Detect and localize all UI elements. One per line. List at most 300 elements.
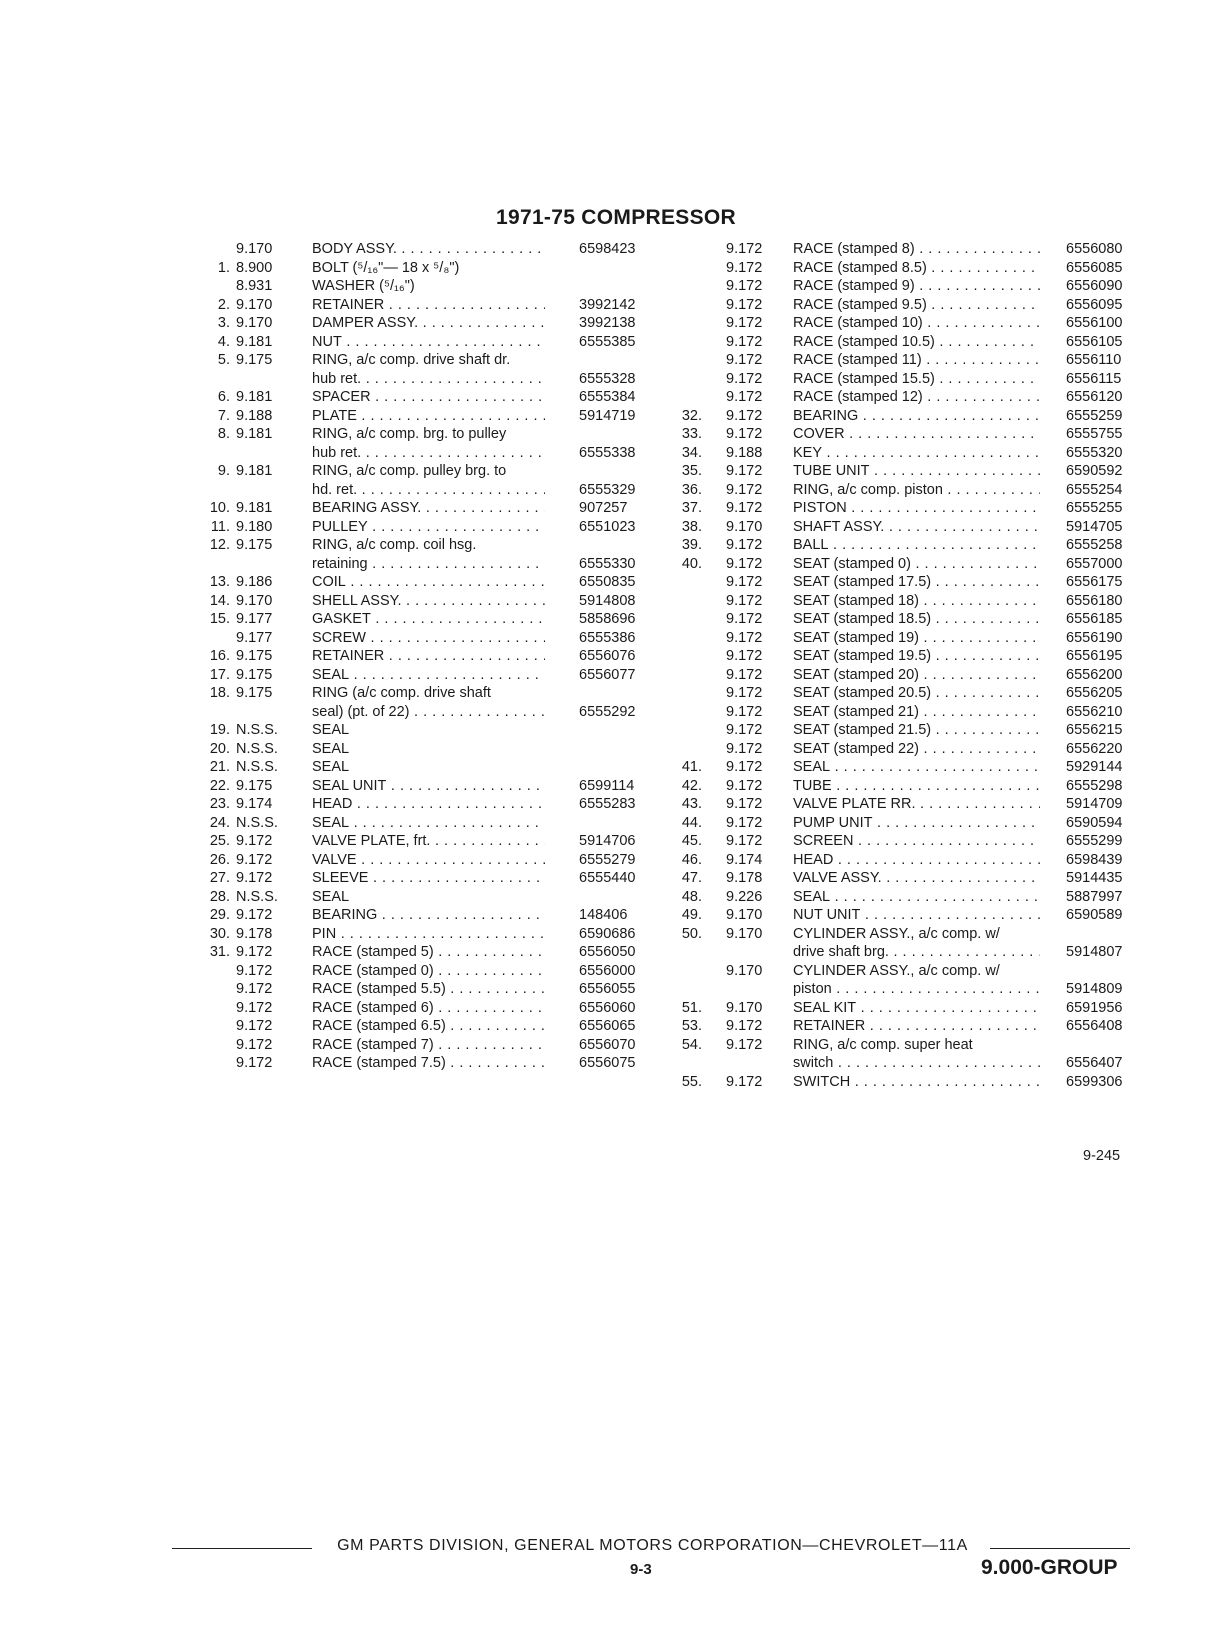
group-number: 9.172 [726,759,763,775]
part-description: CYLINDER ASSY., a/c comp. w/ [793,962,1000,979]
group-number: 9.181 [236,389,273,405]
item-number: 15. [209,611,230,627]
part-number: 6556055 [579,981,636,997]
group-number: 9.172 [726,463,763,479]
item-number: 21. [209,759,230,775]
item-number: 54. [681,1036,702,1053]
item-number: 30. [209,925,230,942]
group-number: 9.172 [236,870,273,886]
part-row [668,592,1143,611]
part-number: 5887997 [1066,888,1123,905]
part-description: GASKET . . . [312,610,545,629]
part-number: 6551023 [579,518,636,535]
part-row [668,832,1143,851]
item-number: 3. [217,315,230,331]
part-description: NUT . . . [312,333,545,352]
part-description: SHELL ASSY. . . . [312,592,545,611]
part-number: 6555386 [579,629,636,646]
part-number: 6591956 [1066,999,1123,1016]
group-number: 9.170 [726,518,763,535]
part-row [668,721,1143,740]
part-description: VALVE PLATE RR. . . . [793,795,1040,814]
parts-list-left-column [198,240,658,1073]
part-row [668,499,1143,518]
item-number: 11. [210,518,230,535]
part-number: 6556085 [1066,259,1123,276]
group-number: 9.170 [236,241,273,257]
group-number: 9.188 [726,444,763,461]
part-row [668,481,1143,500]
part-number: 6556110 [1066,352,1122,368]
part-description: HEAD . . . [793,851,1040,870]
footer-group-label: 9.000-GROUP [981,1556,1118,1579]
group-number: 9.175 [236,352,273,368]
part-row [668,462,1143,481]
part-number: 6556077 [579,666,636,683]
part-description: TUBE . . . [793,777,1040,796]
part-number: 6556185 [1066,611,1123,627]
part-description: RACE (stamped 15.5) . . . [793,370,1040,389]
item-number: 41. [681,759,702,775]
part-number: 6590686 [579,925,636,942]
part-row [668,962,1143,981]
part-number: 6555330 [579,555,636,572]
part-description: SEAT (stamped 19) . . . [793,629,1040,648]
group-number: 9.174 [726,851,763,868]
group-number: 9.175 [236,666,273,683]
part-description: SEAL [312,740,350,757]
part-number: 6556076 [579,648,636,664]
group-number: 9.170 [236,315,273,331]
part-description: PULLEY . . . [312,518,545,537]
group-number: 9.172 [236,1018,273,1034]
group-number: 9.172 [726,370,763,387]
part-number: 6556075 [579,1055,636,1071]
part-number: 5858696 [579,611,636,627]
part-number: 5914808 [579,592,636,609]
part-row [668,795,1143,814]
part-number: 6556180 [1066,592,1123,609]
part-description: SEAL . . . [312,814,545,833]
group-number: 9.172 [726,555,763,572]
part-description: CYLINDER ASSY., a/c comp. w/ [793,925,1000,942]
part-description: RACE (stamped 10.5) . . . [793,333,1040,352]
group-number: 9.172 [726,389,763,405]
group-number: 9.180 [236,518,273,535]
item-number: 20. [209,740,230,757]
part-number: 6556090 [1066,278,1123,294]
item-number: 6. [217,389,230,405]
group-number: 9.172 [726,703,763,720]
part-row [198,703,658,722]
part-number: 6555255 [1066,500,1123,516]
part-number: 6556100 [1066,315,1123,331]
group-number: N.S.S. [236,759,278,775]
part-description: hd. ret. . . . [312,481,545,500]
part-number: 6556407 [1066,1055,1123,1071]
item-number: 44. [681,814,702,831]
part-number: 6555440 [579,870,636,886]
group-number: 9.170 [236,592,273,609]
part-row [198,832,658,851]
part-row [198,629,658,648]
part-description: RING, a/c comp. brg. to pulley [312,426,507,442]
part-number: 6556060 [579,999,636,1016]
item-number: 40. [681,555,702,572]
part-row [198,1054,658,1073]
part-description: SLEEVE . . . [312,869,545,888]
group-number: 9.172 [726,296,763,313]
group-number: 9.170 [726,907,763,923]
part-description: VALVE . . . [312,851,545,870]
item-number: 33. [681,426,702,442]
part-row [198,240,658,259]
part-row [668,869,1143,888]
part-number: 6556105 [1066,333,1123,350]
item-number: 5. [217,352,230,368]
part-number: 5914807 [1066,944,1123,960]
part-number: 6555328 [579,370,636,387]
group-number: 9.172 [726,833,763,849]
part-row [668,906,1143,925]
part-description: COIL . . . [312,573,545,592]
item-number: 10. [209,500,230,516]
group-number: N.S.S. [236,740,278,757]
part-row [198,684,658,703]
part-row [198,962,658,981]
item-number: 50. [681,925,702,942]
part-row [198,795,658,814]
item-number: 28. [209,888,230,905]
item-number: 2. [217,296,230,313]
group-number: 8.931 [236,278,273,294]
part-description: HEAD . . . [312,795,545,814]
part-number: 6599114 [579,777,635,794]
part-description: hub ret. . . . [312,370,545,389]
part-row [198,499,658,518]
part-row [668,277,1143,296]
item-number: 1. [217,259,230,276]
item-number: 4. [217,333,230,350]
part-description: COVER . . . [793,425,1040,444]
part-number: 3992142 [579,296,636,313]
part-description: BEARING . . . [793,407,1040,426]
item-number: 25. [209,833,230,849]
part-row [198,370,658,389]
part-row [668,333,1143,352]
group-number: 9.172 [726,426,763,442]
group-number: 9.172 [726,500,763,516]
part-number: 6556215 [1066,722,1123,738]
part-row [198,1017,658,1036]
part-row [198,943,658,962]
part-row [198,777,658,796]
part-row [198,351,658,370]
part-row [668,407,1143,426]
footer-text: GM PARTS DIVISION, GENERAL MOTORS CORPORATION—CHEVROLET—11A [337,1537,968,1554]
part-row [198,851,658,870]
part-description: SEAL . . . [312,666,545,685]
item-number: 13. [209,574,230,590]
group-number: 9.172 [726,574,763,590]
part-row [198,388,658,407]
part-row [668,814,1143,833]
part-description: retaining . . . [312,555,545,574]
part-row [198,740,658,759]
part-description: RACE (stamped 9.5) . . . [793,296,1040,315]
part-description: SEAT (stamped 19.5) . . . [793,647,1040,666]
part-number: 5914705 [1066,518,1123,535]
part-number: 6556190 [1066,629,1123,646]
part-row [668,703,1143,722]
part-number: 6556050 [579,944,636,960]
part-number: 6555299 [1066,833,1123,849]
part-row [668,888,1143,907]
item-number: 17. [209,666,230,683]
part-number: 6556408 [1066,1018,1123,1034]
group-number: 9.172 [236,907,273,923]
part-row [668,1036,1143,1055]
part-description: BODY ASSY. . . . [312,240,545,259]
group-number: N.S.S. [236,814,278,831]
part-description: RACE (stamped 5.5) . . . [312,980,545,999]
item-number: 23. [209,796,230,812]
part-number: 907257 [579,500,628,516]
part-row [668,240,1143,259]
item-number: 51. [681,999,702,1016]
group-number: 9.172 [726,537,763,553]
part-description: SWITCH . . . [793,1073,1040,1092]
part-description: PIN . . . [312,925,545,944]
footer-page-number: 9-3 [630,1561,652,1578]
item-number: 32. [681,407,702,424]
part-row [198,444,658,463]
part-number: 6556120 [1066,389,1123,405]
part-row [668,999,1143,1018]
part-description: DAMPER ASSY. . . . [312,314,545,333]
part-number: 5929144 [1066,759,1123,775]
part-row [668,388,1143,407]
group-number: 9.175 [236,537,273,553]
part-description: SHAFT ASSY. . . . [793,518,1040,537]
group-number: 9.170 [726,925,763,942]
part-row [668,1073,1143,1092]
part-number: 6555279 [579,851,636,868]
part-row [198,518,658,537]
part-number: 6556070 [579,1036,636,1053]
part-description: NUT UNIT . . . [793,906,1040,925]
part-row [668,666,1143,685]
part-number: 6550835 [579,574,636,590]
part-description: PUMP UNIT . . . [793,814,1040,833]
part-description: SEAT (stamped 22) . . . [793,740,1040,759]
part-number: 6590592 [1066,463,1123,479]
item-number: 12. [209,537,230,553]
group-number: 9.172 [726,481,763,498]
part-description: SEAT (stamped 17.5) . . . [793,573,1040,592]
part-row [668,314,1143,333]
part-description: KEY . . . [793,444,1040,463]
footer-rule-left [172,1548,312,1549]
group-number: 9.170 [726,999,763,1016]
part-row [668,351,1143,370]
part-number: 6556065 [579,1018,636,1034]
part-number: 6555258 [1066,537,1123,553]
part-description: RING (a/c comp. drive shaft [312,685,491,701]
group-number: 9.172 [236,944,273,960]
part-number: 5914435 [1066,870,1123,886]
group-number: 9.172 [236,981,273,997]
part-number: 5914709 [1066,796,1123,812]
part-description: SEAT (stamped 18.5) . . . [793,610,1040,629]
part-number: 6556210 [1066,703,1123,720]
group-number: 9.170 [726,962,763,979]
part-row [668,925,1143,944]
part-number: 5914809 [1066,981,1123,997]
part-row [198,666,658,685]
group-number: 9.172 [726,352,763,368]
group-number: 9.181 [236,463,273,479]
part-number: 6556220 [1066,740,1123,757]
part-description: RACE (stamped 12) . . . [793,388,1040,407]
part-number: 5914706 [579,833,636,849]
part-row [668,1054,1143,1073]
page-number: 9-245 [1083,1148,1121,1164]
group-number: N.S.S. [236,888,278,905]
group-number: 9.172 [726,1018,763,1034]
part-description: VALVE PLATE, frt. . . . [312,832,545,851]
part-row [668,851,1143,870]
part-number: 6555338 [579,444,636,461]
item-number: 7. [217,407,230,424]
group-number: 9.177 [236,611,273,627]
part-description: VALVE ASSY. . . . [793,869,1040,888]
part-number: 6555385 [579,333,636,350]
group-number: 9.172 [726,666,763,683]
part-row [198,888,658,907]
part-description: PISTON . . . [793,499,1040,518]
part-number: 6555384 [579,389,636,405]
group-number: 8.900 [236,259,273,276]
part-number: 6556200 [1066,666,1123,683]
part-number: 6555329 [579,481,636,498]
group-number: 9.226 [726,888,763,905]
part-description: RING, a/c comp. pulley brg. to [312,463,507,479]
part-description: hub ret. . . . [312,444,545,463]
part-number: 6598423 [579,241,636,257]
group-number: 9.175 [236,648,273,664]
group-number: 9.178 [236,925,273,942]
group-number: 9.175 [236,685,273,701]
part-number: 148406 [579,907,628,923]
item-number: 47. [681,870,702,886]
group-number: 9.181 [236,333,273,350]
part-number: 6556115 [1066,370,1122,387]
part-number: 5914719 [579,407,636,424]
part-description: SEAT (stamped 21) . . . [793,703,1040,722]
part-number: 6555259 [1066,407,1123,424]
part-number: 6557000 [1066,555,1123,572]
part-row [198,462,658,481]
part-description: RETAINER . . . [312,647,545,666]
part-description: BEARING . . . [312,906,545,925]
part-description: RETAINER . . . [793,1017,1040,1036]
part-description: SEAT (stamped 20.5) . . . [793,684,1040,703]
part-number: 6590594 [1066,814,1123,831]
item-number: 22. [209,777,230,794]
group-number: 9.172 [236,833,273,849]
item-number: 29. [209,907,230,923]
part-number: 3992138 [579,315,636,331]
group-number: 9.172 [726,685,763,701]
part-description: seal) (pt. of 22) . . . [312,703,545,722]
part-row [668,296,1143,315]
item-number: 45. [681,833,702,849]
group-number: 9.188 [236,407,273,424]
item-number: 53. [681,1018,702,1034]
part-row [668,647,1143,666]
part-row [198,425,658,444]
part-row [198,555,658,574]
part-description: RACE (stamped 11) . . . [793,351,1040,370]
group-number: 9.172 [726,648,763,664]
group-number: 9.172 [726,740,763,757]
part-row [668,518,1143,537]
part-row [668,573,1143,592]
part-row [198,925,658,944]
part-row [198,407,658,426]
group-number: 9.172 [726,1036,763,1053]
part-row [198,999,658,1018]
part-description: SEAL . . . [793,758,1040,777]
part-description: RACE (stamped 7.5) . . . [312,1054,545,1073]
group-number: 9.172 [236,1036,273,1053]
part-number: 6590589 [1066,907,1123,923]
part-number: 6555320 [1066,444,1123,461]
item-number: 16. [209,648,230,664]
part-number: 6556000 [579,962,636,979]
part-description: SEAL [312,759,350,775]
part-description: SEAL KIT . . . [793,999,1040,1018]
part-row [668,629,1143,648]
part-description: SCREW . . . [312,629,545,648]
part-row [198,1036,658,1055]
group-number: 9.178 [726,870,763,886]
part-description: RACE (stamped 0) . . . [312,962,545,981]
part-description: RACE (stamped 6) . . . [312,999,545,1018]
item-number: 39. [681,537,702,553]
item-number: 14. [209,592,230,609]
part-description: RACE (stamped 5) . . . [312,943,545,962]
group-number: 9.172 [726,333,763,350]
part-description: SEAT (stamped 18) . . . [793,592,1040,611]
part-number: 6598439 [1066,851,1123,868]
part-row [668,610,1143,629]
part-number: 6556095 [1066,296,1123,313]
part-row [668,684,1143,703]
group-number: 9.172 [726,777,763,794]
part-description: SEAL . . . [793,888,1040,907]
part-row [198,721,658,740]
part-description: BALL . . . [793,536,1040,555]
group-number: 9.174 [236,796,273,812]
part-row [198,647,658,666]
part-description: RING, a/c comp. super heat [793,1036,973,1053]
group-number: 9.172 [726,1073,763,1090]
group-number: 9.172 [236,851,273,868]
part-description: RING, a/c comp. coil hsg. [312,537,477,553]
part-row [198,758,658,777]
